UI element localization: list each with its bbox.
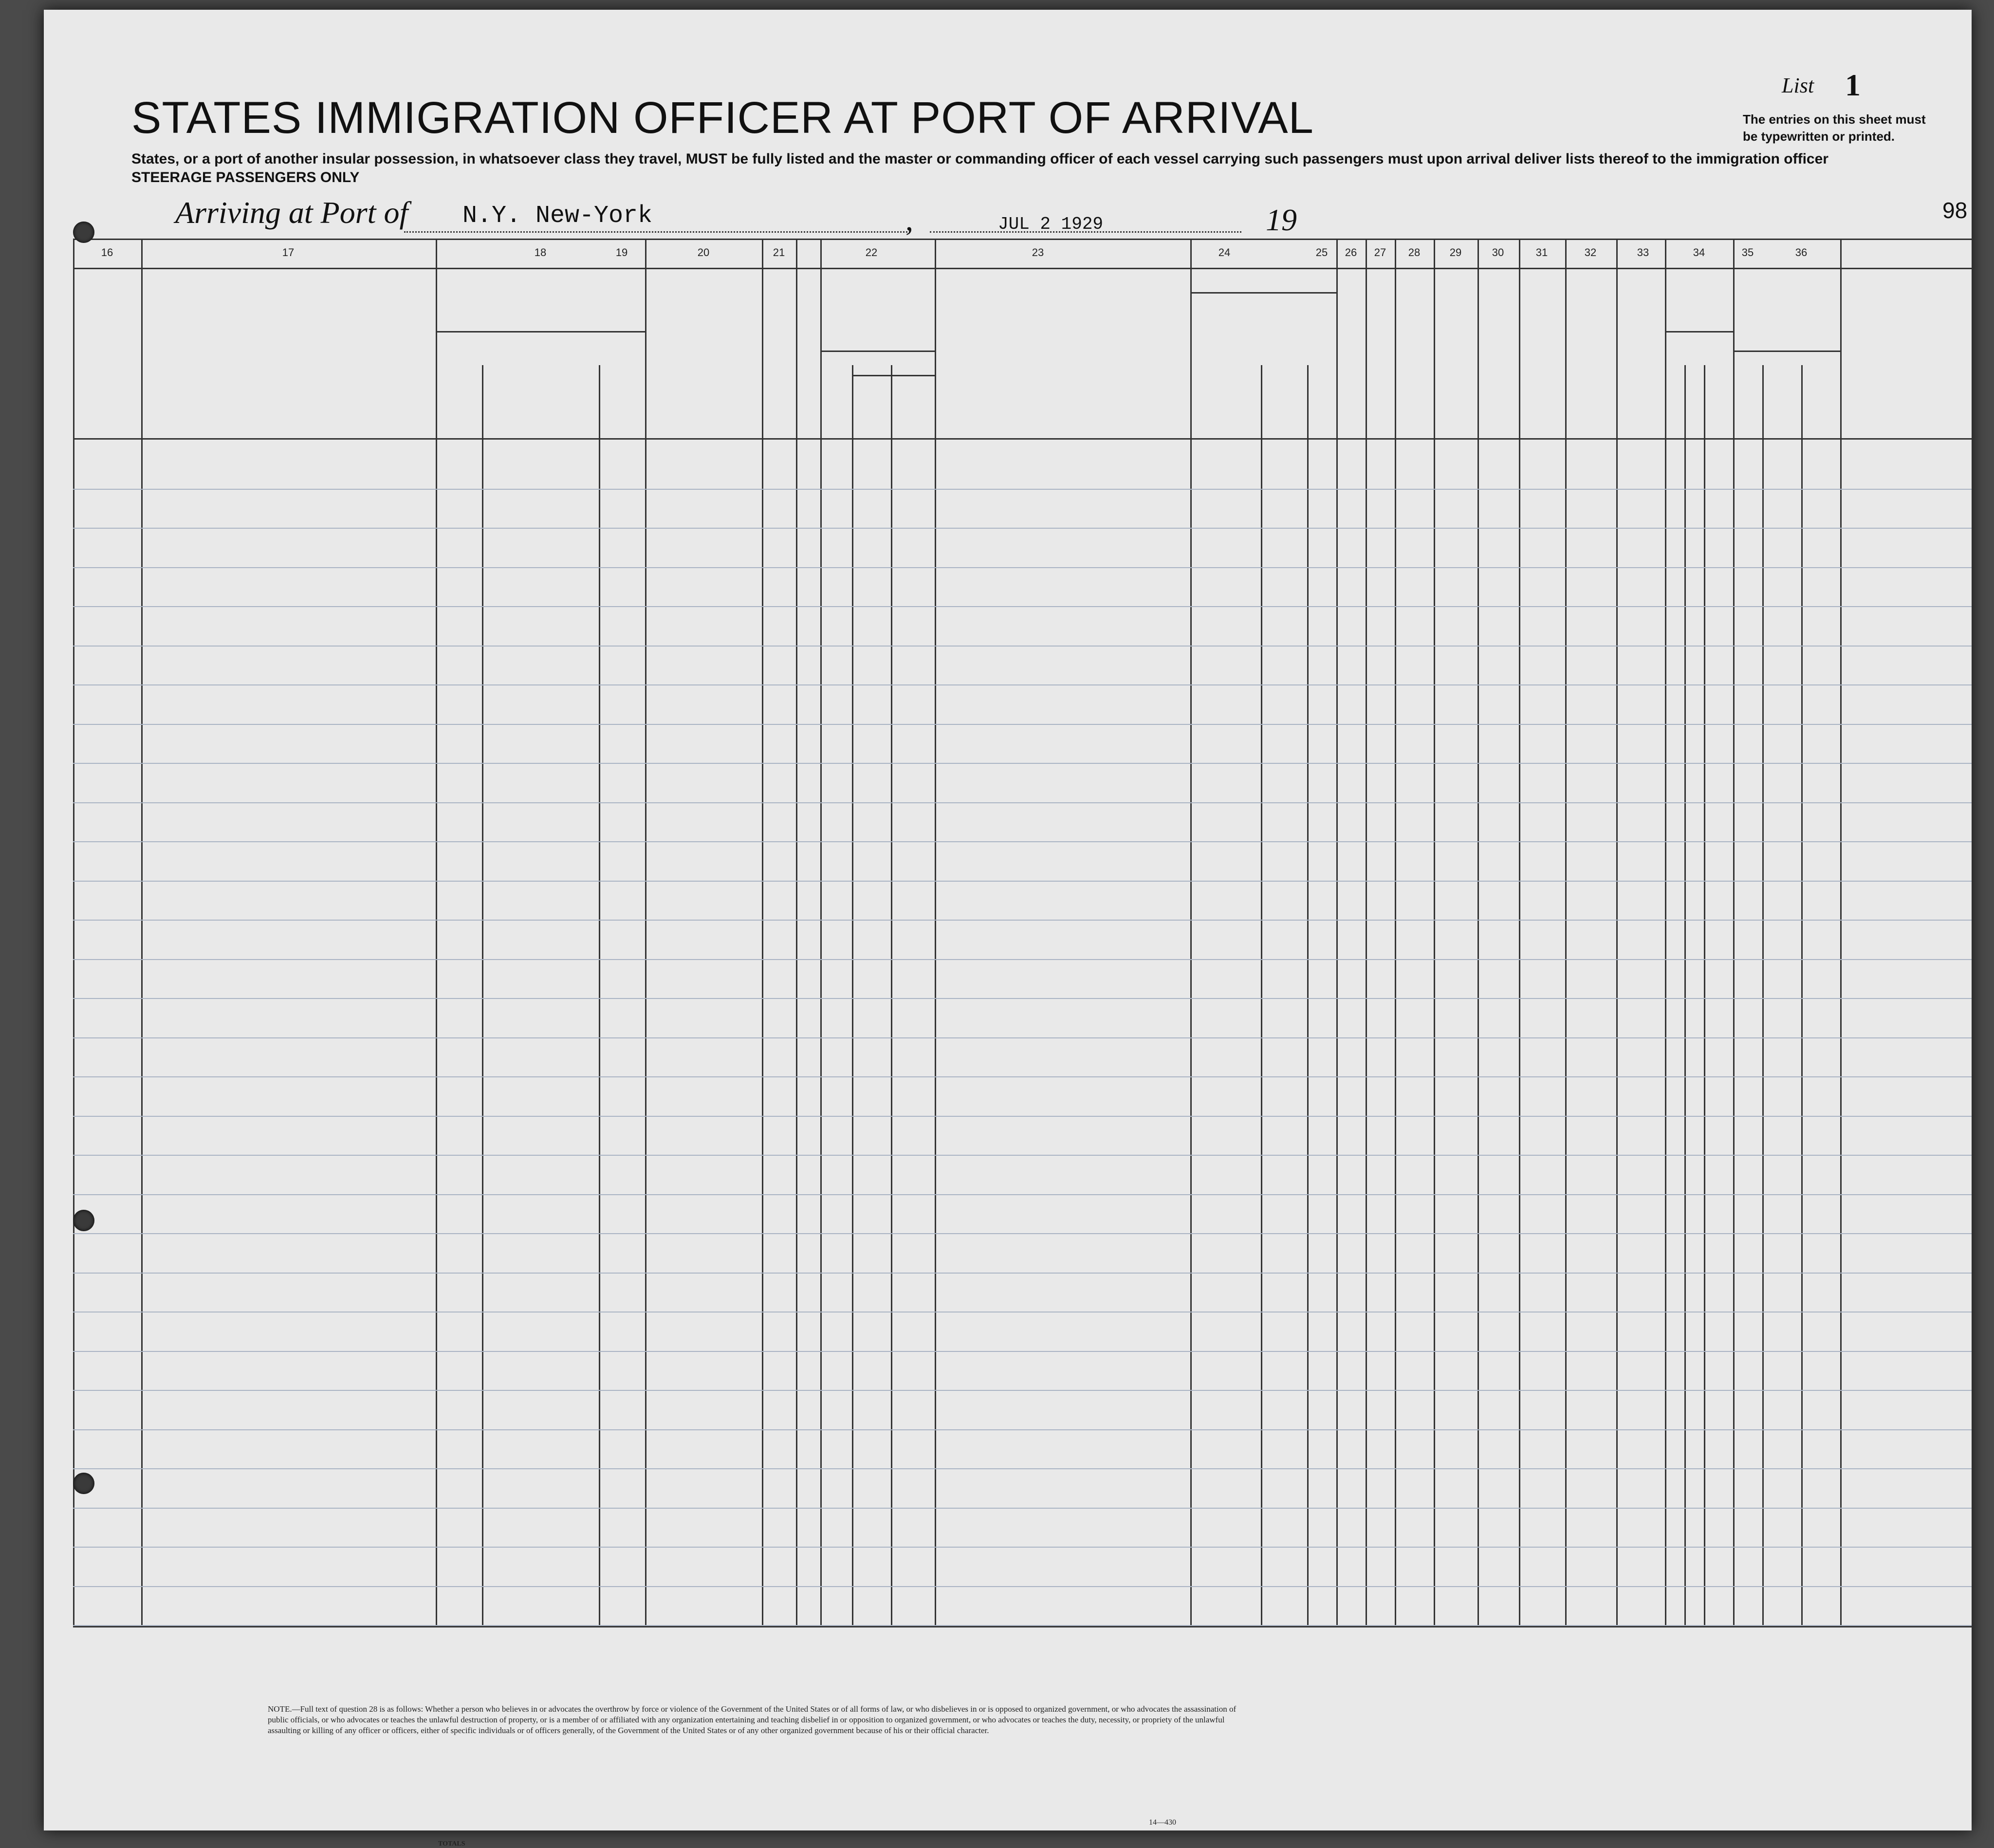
row-rule: [73, 724, 1972, 725]
comma: ,: [905, 203, 913, 237]
row-rule: [73, 1390, 1972, 1391]
column-number: 17: [282, 246, 295, 259]
subcolumn-rule: [852, 365, 853, 1626]
steerage-label: STEERAGE PASSENGERS ONLY: [131, 169, 360, 185]
row-rule: [73, 567, 1972, 568]
column-number: 29: [1449, 246, 1462, 259]
row-rule: [73, 1194, 1972, 1195]
column-rule: [1616, 239, 1618, 1626]
column-number: 34: [1693, 246, 1705, 259]
column-number: 16: [101, 246, 113, 259]
subcolumn-rule: [599, 365, 600, 1626]
grid-bottom-rule: [73, 1626, 1972, 1627]
sheet-note: The entries on this sheet must: [1743, 112, 1926, 127]
column-number: 27: [1374, 246, 1386, 259]
column-rule: [1395, 239, 1396, 1626]
footnote: NOTE.—Full text of question 28 is as follows: Whether a person who believes in or advocates the overthrow by force or violence of the Government of the United States or of all forms of law, or who disbelieves in or is opposed to organized government, or who advocates the assassination of public officials, or who advocates or teaches the unlawful destruction of property, or is a member of or affiliated with any organization entertaining and teaching disbelief in or opposition to organized government, or who advocates or teaches the duty, necessity, or propriety of the unlawful assaulting or killing of any officer or officers, either of specific individuals or of officers generally, of the Government of the United States or of any other organized government because of his or their official character.: [268, 1704, 1237, 1736]
binder-hole: [73, 222, 94, 243]
row-rule: [73, 763, 1972, 764]
page-title: STATES IMMIGRATION OFFICER AT PORT OF ARRIVAL: [131, 93, 1314, 143]
row-rule: [73, 684, 1972, 685]
column-rule: [1336, 239, 1338, 1626]
row-rule: [73, 1155, 1972, 1156]
list-number: 1: [1845, 68, 1861, 102]
subheader-rule: [1190, 292, 1336, 294]
subcolumn-rule: [1307, 365, 1309, 1626]
column-rule: [141, 239, 143, 1626]
column-rule: [1840, 239, 1842, 1626]
column-number-rule: [73, 268, 1972, 269]
column-number: 22: [865, 246, 878, 259]
subheader-rule: [820, 351, 935, 352]
column-number: 30: [1492, 246, 1504, 259]
totals-label: TOTALS: [438, 1840, 465, 1848]
row-rule: [73, 959, 1972, 960]
header-bottom-rule: [73, 438, 1972, 440]
column-number: 31: [1535, 246, 1548, 259]
column-rule: [1519, 239, 1520, 1626]
arriving-date: JUL 2 1929: [998, 214, 1104, 234]
column-number: 26: [1345, 246, 1357, 259]
subcolumn-rule: [1801, 365, 1803, 1626]
row-rule: [73, 1586, 1972, 1587]
column-rule: [1665, 239, 1666, 1626]
row-rule: [73, 1037, 1972, 1038]
binder-hole: [73, 1473, 94, 1494]
year-label: 19: [1266, 203, 1297, 237]
column-rule: [1565, 239, 1567, 1626]
column-number: 33: [1637, 246, 1649, 259]
column-rule: [762, 239, 763, 1626]
column-rule: [73, 239, 74, 1626]
subheader-rule: [1733, 351, 1840, 352]
column-rule: [1477, 239, 1479, 1626]
row-rule: [73, 1429, 1972, 1430]
column-rule: [645, 239, 646, 1626]
port-underline: [404, 231, 910, 233]
subcolumn-rule: [1704, 365, 1705, 1626]
subheader-rule: [436, 331, 645, 333]
row-rule: [73, 1273, 1972, 1274]
row-rule: [73, 1468, 1972, 1469]
row-rule: [73, 1076, 1972, 1077]
arriving-port: N.Y. New-York: [462, 202, 653, 230]
column-number: 19: [615, 246, 628, 259]
column-number: 23: [1032, 246, 1044, 259]
list-label: List: [1782, 74, 1814, 97]
page-number: 98: [1942, 198, 1968, 223]
row-rule: [73, 489, 1972, 490]
column-rule: [1366, 239, 1367, 1626]
row-rule: [73, 802, 1972, 803]
grid-top-rule: [73, 239, 1972, 240]
column-rule: [820, 239, 822, 1626]
row-rule: [73, 1351, 1972, 1352]
row-rule: [73, 998, 1972, 999]
subheader-rule: [1665, 331, 1733, 333]
subheader-rule: [852, 375, 935, 376]
column-number: 24: [1218, 246, 1231, 259]
instruction-line: States, or a port of another insular possession, in whatsoever class they travel, MUST be fully listed and the master or commanding officer of each vessel carrying such passengers must upon arrival deliver lists thereof to the immigration officer: [131, 151, 1828, 167]
column-rule: [796, 239, 797, 1626]
row-rule: [73, 646, 1972, 647]
column-number: 25: [1315, 246, 1328, 259]
column-rule: [436, 239, 437, 1626]
row-rule: [73, 920, 1972, 921]
row-rule: [73, 1508, 1972, 1509]
column-rule: [1733, 239, 1735, 1626]
subcolumn-rule: [1762, 365, 1764, 1626]
arriving-label: Arriving at Port of: [175, 195, 408, 230]
row-rule: [73, 881, 1972, 882]
subcolumn-rule: [891, 365, 892, 1626]
binder-hole: [73, 1210, 94, 1231]
column-number: 21: [773, 246, 785, 259]
row-rule: [73, 1625, 1972, 1626]
column-rule: [935, 239, 936, 1626]
column-rule: [1434, 239, 1435, 1626]
row-rule: [73, 528, 1972, 529]
column-number: 32: [1584, 246, 1597, 259]
sheet-note: be typewritten or printed.: [1743, 129, 1895, 144]
form-code: 14—430: [1149, 1818, 1176, 1827]
row-rule: [73, 841, 1972, 842]
manifest-sheet: [44, 10, 1972, 1848]
column-number: 35: [1741, 246, 1754, 259]
column-number: 36: [1795, 246, 1808, 259]
subcolumn-rule: [1261, 365, 1262, 1626]
column-number: 18: [534, 246, 547, 259]
column-number: 20: [697, 246, 710, 259]
subcolumn-rule: [1684, 365, 1686, 1626]
column-rule: [1190, 239, 1192, 1626]
subcolumn-rule: [482, 365, 483, 1626]
column-number: 28: [1408, 246, 1421, 259]
row-rule: [73, 1233, 1972, 1234]
row-rule: [73, 1547, 1972, 1548]
row-rule: [73, 1116, 1972, 1117]
row-rule: [73, 606, 1972, 607]
